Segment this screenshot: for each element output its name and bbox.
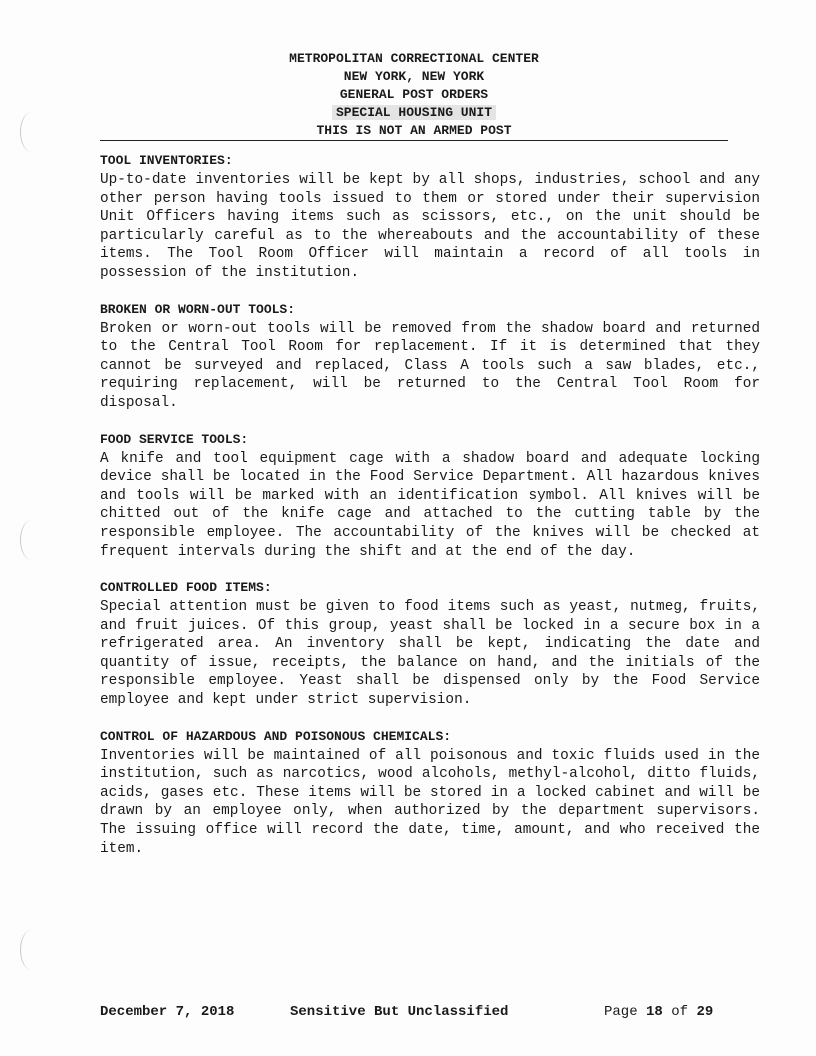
header-post-status: THIS IS NOT AN ARMED POST [316, 123, 512, 138]
page-current: 18 [646, 1004, 663, 1020]
section-title: FOOD SERVICE TOOLS: [100, 431, 249, 447]
section-title: TOOL INVENTORIES: [100, 153, 233, 168]
section-text: Special attention must be given to food items such as yeast, nutmeg, fruits, and fruit juices. Of this group, yeast shall be locked in a secure box in a refrigerated area. An inventory shall be kept, indicating the date and quantity of issue, receipts, the balance on hand, and the initials of the responsible employee. Yeast shall be dispensed only by the Food Service employee and kept under strict supervision. [100, 599, 760, 709]
section-title: BROKEN OR WORN-OUT TOOLS: [100, 301, 296, 317]
section-text: Up-to-date inventories will be kept by all shops, industries, school and any other person having tools issued to them or stored under their supervision Unit Officers having items such as scissors, etc., on the unit should be particularly careful as to the whereabouts and the accountability of these items. The Tool Room Officer will maintain a record of all tools in possession of the institution. [100, 172, 760, 281]
header-institution: METROPOLITAN CORRECTIONAL CENTER [289, 51, 539, 66]
section-title: CONTROLLED FOOD ITEMS: [100, 580, 272, 596]
punch-hole-mark [20, 520, 43, 560]
section-text: Broken or worn-out tools will be removed from the shadow board and returned to the Central Tool Room for replacement. If it is determined that they cannot be surveyed and replaced, Class A tools such a saw blades, etc., requiring replacement, will be returned to the Central Tool Room for disposal. [100, 320, 760, 411]
page-number: Page 18 of 29 [604, 1004, 714, 1020]
footer-classification: Sensitive But Unclassified [290, 1004, 509, 1020]
section-text: Inventories will be maintained of all poisonous and toxic fluids used in the institution, such as narcotics, wood alcohols, methyl-alcohol, ditto fluids, acids, gases etc. These items will be stored in a locked cabinet and will be drawn by an employee only, when authorized by the department supervisors. The issuing office will record the date, time, amount, and who received the item. [100, 747, 760, 857]
header-divider [100, 140, 728, 141]
section-broken-tools [100, 301, 760, 413]
document-body [100, 152, 760, 876]
section-hazardous-chemicals [100, 728, 760, 859]
page-footer [100, 1004, 740, 1028]
section-controlled-food-items [100, 579, 760, 710]
section-title: CONTROL OF HAZARDOUS AND POISONOUS CHEMICALS: [100, 728, 452, 744]
header-unit: SPECIAL HOUSING UNIT [332, 105, 496, 120]
header-location: NEW YORK, NEW YORK [343, 69, 485, 84]
section-text: A knife and tool equipment cage with a shadow board and adequate locking device shall be located in the Food Service Department. All hazardous knives and tools will be marked with an identification symbol. All knives will be chitted out of the knife cage and attached to the cutting table by the responsible employee. The accountability of the knives will be checked at frequent intervals during the shift and at the end of the day. [100, 450, 760, 560]
punch-hole-mark [20, 112, 43, 152]
section-tool-inventories [100, 152, 760, 283]
section-food-service-tools [100, 431, 760, 562]
punch-hole-mark [20, 930, 43, 970]
page-total: 29 [696, 1004, 714, 1020]
footer-date: December 7, 2018 [100, 1004, 235, 1020]
header-order-type: GENERAL POST ORDERS [339, 87, 489, 102]
document-header [100, 50, 728, 140]
